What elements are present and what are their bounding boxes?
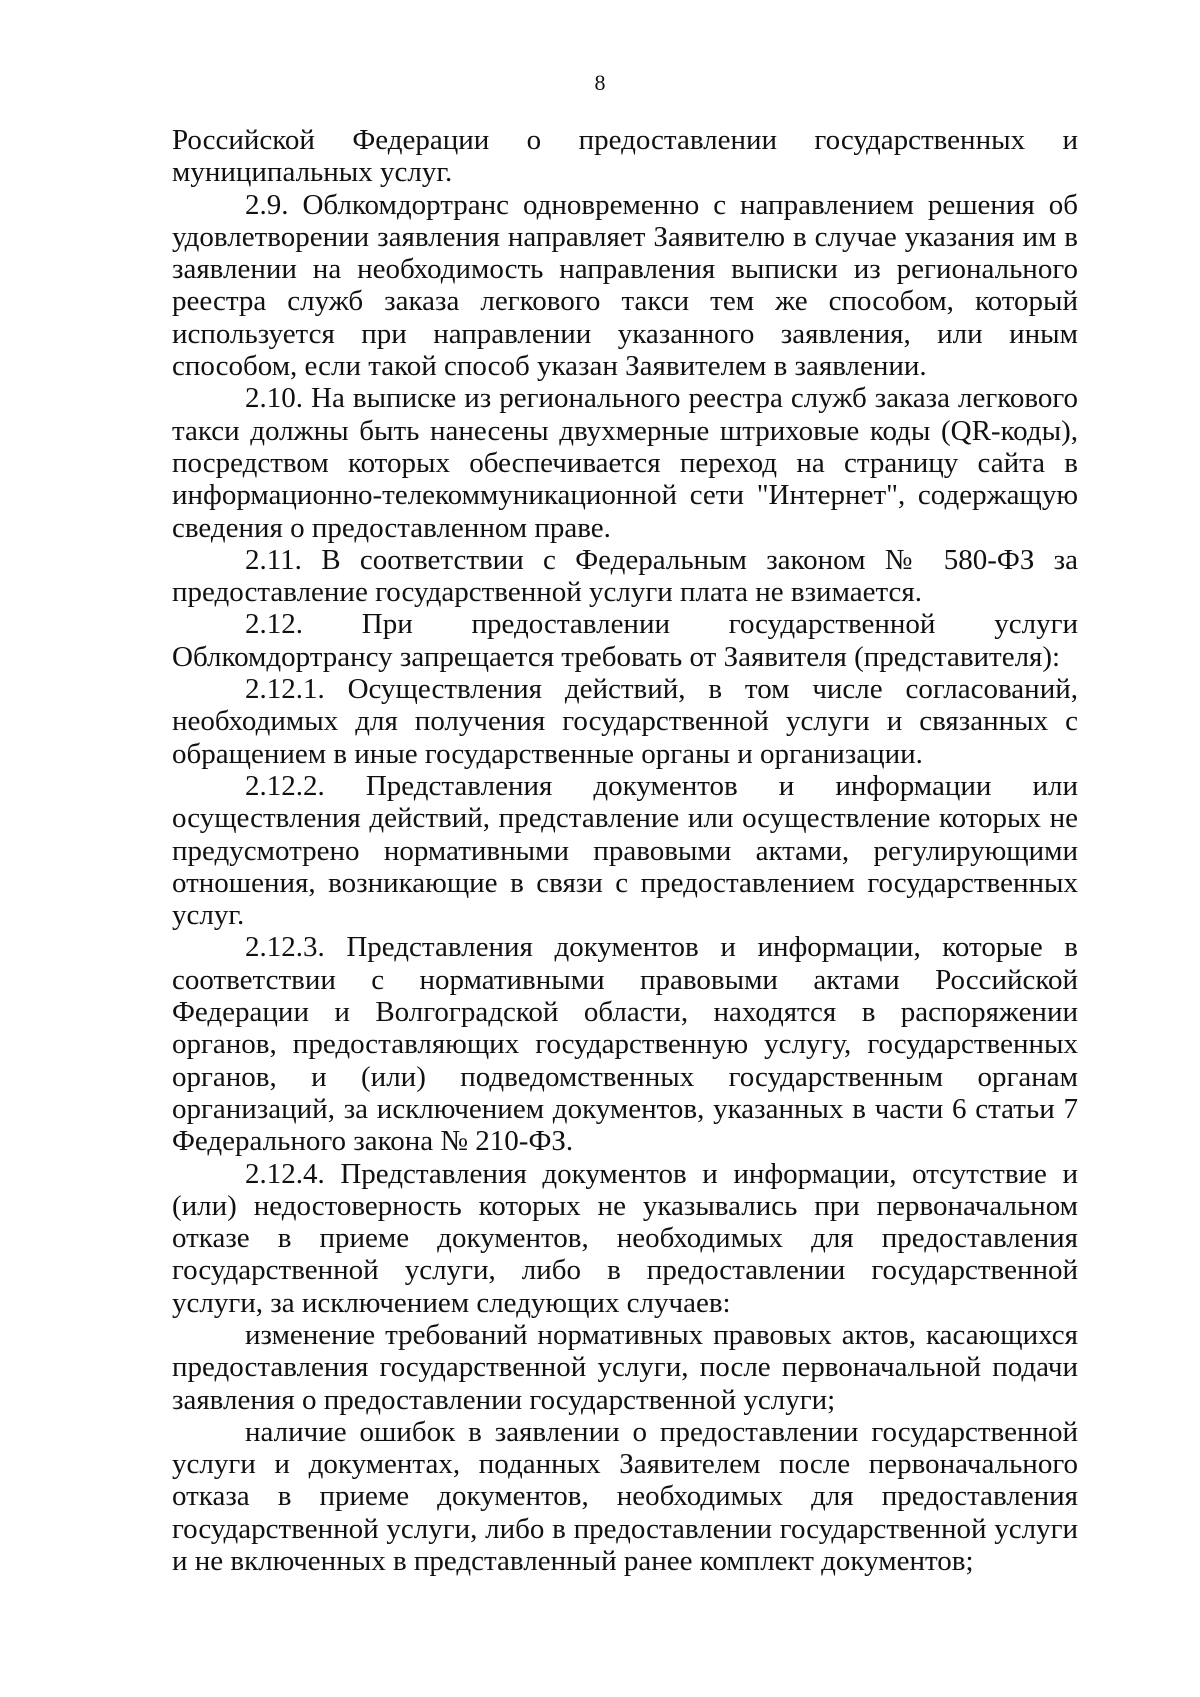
paragraph-2-10: 2.10. На выписке из регионального реестра служб заказа легкового такси должны быть нанесены двухмерные штриховые коды (QR-коды), посредством которых обеспечивается переход на страницу сайта в информационно-телекоммуникационной сети "Интернет", содержащую сведения о предоставленном праве.	[172, 382, 1078, 544]
paragraph-2-12-2: 2.12.2. Представления документов и информации или осуществления действий, представление или осуществление которых не предусмотрено нормативными правовыми актами, регулирующими отношения, возникающие в связи с предоставлением государственных услуг.	[172, 769, 1078, 932]
paragraph-2-12: 2.12. При предоставлении государственной услуги Облкомдортрансу запрещается требовать от Заявителя (представителя):	[172, 608, 1078, 673]
paragraph-exception-2: наличие ошибок в заявлении о предоставлении государственной услуги и документах, поданных Заявителем после первоначального отказа в приеме документов, необходимых для предоставления государственной услуги, либо в предоставлении государственной услуги и не включенных в представленный ранее комплект документов;	[172, 1415, 1078, 1578]
paragraph-2-12-3: 2.12.3. Представления документов и информации, которые в соответствии с нормативными правовыми актами Российской Федерации и Волгоградской области, находятся в распоряжении органов, предоставляющих государственную услугу, государственных органов, и (или) подведомственных государственным органам организаций, за исключением документов, указанных в части 6 статьи 7 Федерального закона № 210-ФЗ.	[172, 931, 1078, 1158]
paragraph-continuation: Российской Федерации о предоставлении государственных и муниципальных услуг.	[172, 124, 1078, 189]
page-number: 8	[594, 70, 606, 95]
paragraph-2-12-1: 2.12.1. Осуществления действий, в том числе согласований, необходимых для получения государственной услуги и связанных с обращением в иные государственные органы и организации.	[172, 673, 1078, 770]
paragraph-2-11: 2.11. В соответствии с Федеральным законом № 580-ФЗ за предоставление государственной услуги плата не взимается.	[172, 543, 1078, 609]
paragraph-2-9: 2.9. Облкомдортранс одновременно с направлением решения об удовлетворении заявления направляет Заявителю в случае указания им в заявлении на необходимость направления выписки из регионального реестра служб заказа легкового такси тем же способом, который используется при направлении указанного заявления, или иным способом, если такой способ указан Заявителем в заявлении.	[172, 188, 1078, 383]
paragraph-exception-1: изменение требований нормативных правовых актов, касающихся предоставления государственной услуги, после первоначальной подачи заявления о предоставлении государственной услуги;	[172, 1318, 1078, 1416]
document-body	[172, 124, 1078, 1577]
paragraph-2-12-4: 2.12.4. Представления документов и информации, отсутствие и (или) недостоверность которых не указывались при первоначальном отказе в приеме документов, необходимых для предоставления государственной услуги, либо в предоставлении государственной услуги, за исключением следующих случаев:	[172, 1157, 1078, 1319]
